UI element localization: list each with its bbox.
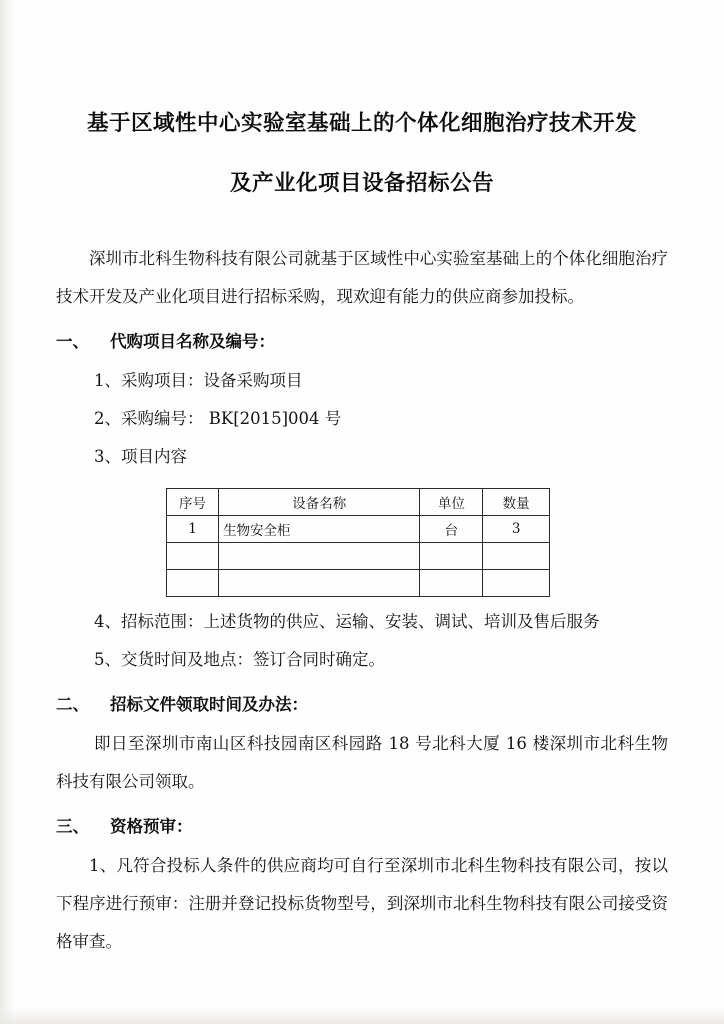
table-cell-no xyxy=(167,543,219,570)
equipment-table xyxy=(166,488,550,597)
section-2-number: 二、 xyxy=(56,695,89,714)
table-cell-qty: 3 xyxy=(483,516,550,543)
table-cell-name xyxy=(219,543,420,570)
section-3-title: 资格预审： xyxy=(110,817,193,836)
section-1-item-1: 1、采购项目：设备采购项目 xyxy=(94,371,303,390)
section-1-item-2: 2、采购编号： BK[2015]004 号 xyxy=(94,409,342,428)
table-cell-no xyxy=(167,570,219,597)
section-2 xyxy=(56,685,668,801)
table-row xyxy=(167,570,550,597)
table-cell-name xyxy=(219,570,420,597)
intro-paragraph: 深圳市北科生物科技有限公司就基于区域性中心实验室基础上的个体化细胞治疗技术开发及产业化项目进行招标采购，现欢迎有能力的供应商参加投标。 xyxy=(56,249,668,306)
section-1-heading xyxy=(56,322,668,362)
table-header-row xyxy=(167,489,550,516)
section-1-number: 一、 xyxy=(56,332,89,351)
table-cell-qty xyxy=(483,570,550,597)
table-header-name: 设备名称 xyxy=(219,489,420,516)
table-cell-no: 1 xyxy=(167,516,219,543)
table-row xyxy=(167,516,550,543)
section-1-item-4: 4、招标范围：上述货物的供应、运输、安装、调试、培训及售后服务 xyxy=(94,612,600,631)
section-1-title: 代购项目名称及编号： xyxy=(110,332,275,351)
table-cell-qty xyxy=(483,543,550,570)
table-cell-unit xyxy=(420,543,483,570)
table-header-no: 序号 xyxy=(167,489,219,516)
section-3-heading xyxy=(56,807,668,847)
table-header-qty: 数量 xyxy=(483,489,550,516)
table-header-unit: 单位 xyxy=(420,489,483,516)
section-1-item-3: 3、项目内容 xyxy=(94,447,187,466)
section-3-number: 三、 xyxy=(56,817,89,836)
page-title-line-2: 及产业化项目设备招标公告 xyxy=(229,171,494,196)
page-title-line-1: 基于区域性中心实验室基础上的个体化细胞治疗技术开发 xyxy=(86,111,637,136)
document-content xyxy=(56,96,668,961)
section-3-paragraph: 1、凡符合投标人条件的供应商均可自行至深圳市北科生物科技有限公司，按以下程序进行预审：注册并登记投标货物型号，到深圳市北科生物科技有限公司接受资格审查。 xyxy=(56,856,668,951)
section-2-paragraph: 即日至深圳市南山区科技园南区科园路 18 号北科大厦 16 楼深圳市北科生物科技有限公司领取。 xyxy=(56,734,668,791)
section-1-item-5: 5、交货时间及地点：签订合同时确定。 xyxy=(94,650,385,669)
section-1 xyxy=(56,322,668,679)
table-cell-unit: 台 xyxy=(420,516,483,543)
section-2-title: 招标文件领取时间及办法： xyxy=(110,695,308,714)
table-cell-unit xyxy=(420,570,483,597)
table-row xyxy=(167,543,550,570)
section-3 xyxy=(56,807,668,961)
table-cell-name: 生物安全柜 xyxy=(219,516,420,543)
section-2-heading xyxy=(56,685,668,725)
